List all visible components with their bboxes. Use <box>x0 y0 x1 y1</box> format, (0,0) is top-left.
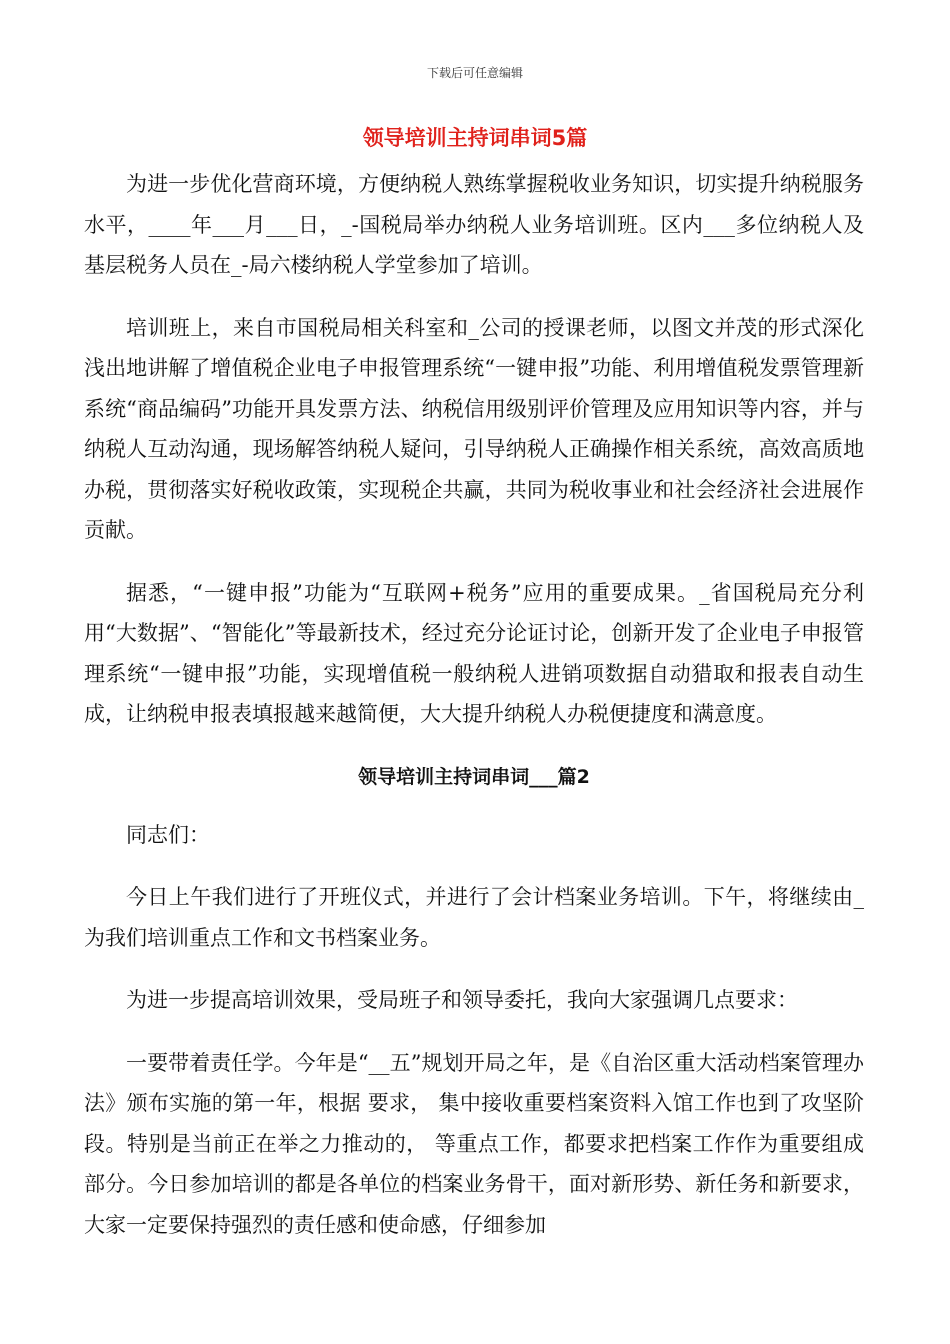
paragraph: 为进一步提高培训效果，受局班子和领导委托，我向大家强调几点要求： <box>126 988 798 1012</box>
document-body <box>84 164 864 1267</box>
paragraph: 据悉，“一键申报”功能为“互联网+税务”应用的重要成果。_省国税局充分利用“大数据”、“智能化”等最新技术，经过充分论证讨论，创新开发了企业电子申报管理系统“一键申报”功能，实现增值税一般纳税人进销项数据自动猎取和报表自动生成，让纳税申报表填报越来越简便，大大提升纳税人办税便捷度和满意度。 <box>84 580 864 726</box>
paragraph: 为进一步优化营商环境，方便纳税人熟练掌握税收业务知识，切实提升纳税服务水平，____年___月___日，_-国税局举办纳税人业务培训班。区内___多位纳税人及基层税务人员在_-局六楼纳税人学堂参加了培训。 <box>84 172 864 277</box>
header-note: 下载后可任意编辑 <box>426 66 523 80</box>
paragraph: 同志们： <box>126 822 210 847</box>
paragraph: 培训班上，来自市国税局相关科室和_公司的授课老师，以图文并茂的形式深化浅出地讲解了增值税企业电子申报管理系统“一键申报”功能、利用增值税发票管理新系统“商品编码”功能开具发票方法、纳税信用级别评价管理及应用知识等内容，并与纳税人互动沟通，现场解答纳税人疑问，引导纳税人正确操作相关系统，高效高质地办税，贯彻落实好税收政策，实现税企共赢，共同为税收事业和社会经济社会进展作贡献。 <box>84 315 864 542</box>
paragraph: 一要带着责任学。今年是“__五”规划开局之年，是《自治区重大活动档案管理办法》颁布实施的第一年，根据 要求， 集中接收重要档案资料入馆工作也到了攻坚阶段。特别是当前正在举之力推动的， 等重点工作，都要求把档案工作作为重要组成部分。今日参加培训的都是各单位的档案业务骨干，面对新形势、新任务和新要求，大家一定要保持强烈的责任感和使命感，仔细参加 <box>84 1050 864 1237</box>
section-title: 领导培训主持词串词___篇2 <box>358 765 590 788</box>
paragraph: 今日上午我们进行了开班仪式，并进行了会计档案业务培训。下午，将继续由_为我们培训重点工作和文书档案业务。 <box>84 885 864 950</box>
document-title: 领导培训主持词串词5篇 <box>362 126 588 150</box>
